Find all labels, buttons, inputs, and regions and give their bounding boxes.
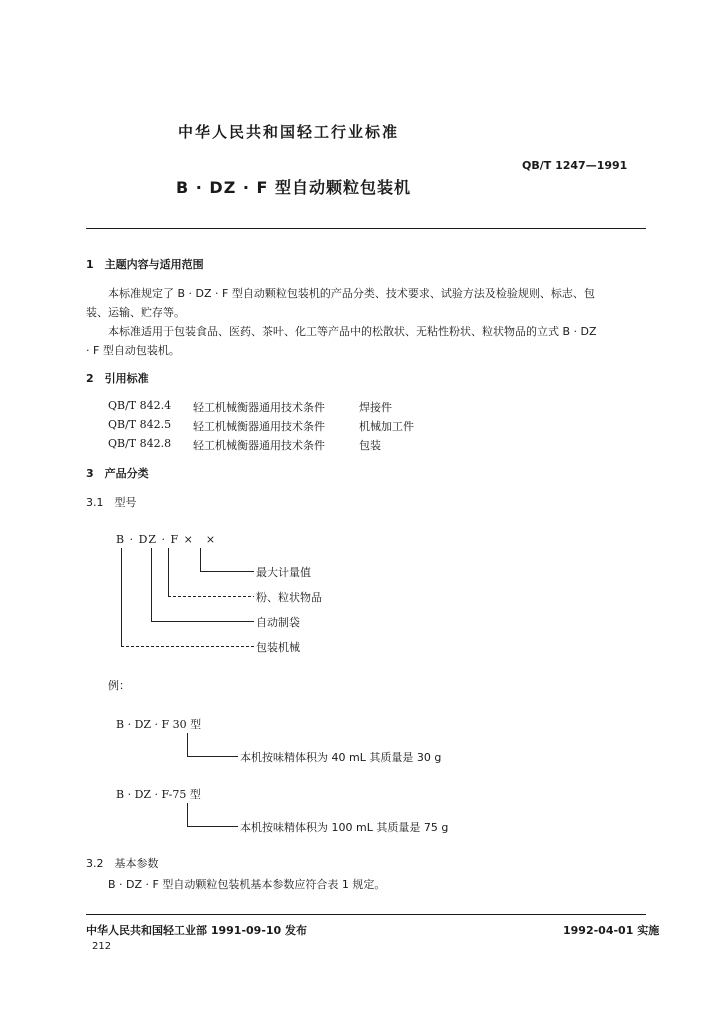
page-number: 212: [92, 941, 112, 952]
reference-part: 机械加工件: [359, 420, 414, 433]
example-label: 例：: [108, 679, 130, 692]
section-1-heading: 1 主题内容与适用范围: [86, 258, 204, 271]
model-label-auto-bag-making: 自动制袋: [256, 616, 300, 629]
reference-code: QB/T 842.5: [108, 418, 172, 431]
reference-name: 轻工机械衡器通用技术条件: [193, 439, 325, 452]
model-label-max-weight: 最大计量值: [256, 566, 311, 579]
section-2-heading: 2 引用标准: [86, 372, 149, 385]
section-3-2-heading: 3.2 基本参数: [86, 857, 159, 870]
example-1-description: 本机按味精体积为 40 mL 其质量是 30 g: [240, 751, 442, 764]
section-1-paragraph-1-line-1: 本标准规定了 B · DZ · F 型自动颗粒包装机的产品分类、技术要求、试验方法及检验规则、标志、包: [108, 287, 595, 300]
model-label-powder-granule: 粉、粒状物品: [256, 591, 322, 604]
example-2-description: 本机按味精体积为 100 mL 其质量是 75 g: [240, 821, 449, 834]
section-1-paragraph-2-line-2: · F 型自动包装机。: [86, 344, 180, 357]
reference-name: 轻工机械衡器通用技术条件: [193, 420, 325, 433]
effective-date: 1992-04-01 实施: [563, 924, 660, 937]
section-3-heading: 3 产品分类: [86, 467, 149, 480]
footer-rule: [86, 914, 646, 915]
reference-code: QB/T 842.8: [108, 437, 172, 450]
model-code: B · DZ · F × ×: [116, 533, 217, 546]
reference-part: 焊接件: [359, 401, 392, 414]
reference-name: 轻工机械衡器通用技术条件: [193, 401, 325, 414]
standard-code: QB/T 1247—1991: [522, 159, 628, 172]
section-3-1-heading: 3.1 型号: [86, 496, 137, 509]
reference-code: QB/T 842.4: [108, 399, 172, 412]
issuer-line: 中华人民共和国轻工业部 1991-09-10 发布: [86, 924, 308, 937]
example-1-code: B · DZ · F 30 型: [116, 718, 202, 731]
section-1-paragraph-1-line-2: 装、运输、贮存等。: [86, 306, 185, 319]
standard-category: 中华人民共和国轻工行业标准: [178, 123, 400, 141]
model-label-packaging-machinery: 包装机械: [256, 641, 300, 654]
reference-part: 包装: [359, 439, 381, 452]
section-3-2-text: B · DZ · F 型自动颗粒包装机基本参数应符合表 1 规定。: [108, 878, 386, 891]
section-1-paragraph-2-line-1: 本标准适用于包装食品、医药、茶叶、化工等产品中的松散状、无粘性粉状、粒状物品的立式 B · DZ: [108, 325, 597, 338]
example-2-code: B · DZ · F-75 型: [116, 788, 201, 801]
document-title: B · DZ · F 型自动颗粒包装机: [176, 178, 412, 197]
